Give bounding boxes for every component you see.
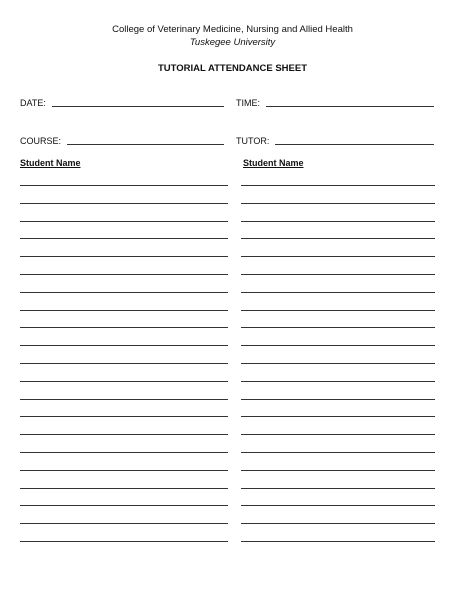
student-name-row-line[interactable]: [241, 452, 435, 453]
time-blank-line[interactable]: [266, 105, 434, 107]
student-name-row-line[interactable]: [241, 185, 435, 186]
student-name-row-line[interactable]: [20, 363, 228, 364]
student-name-row-line[interactable]: [20, 310, 228, 311]
tutor-blank-line[interactable]: [275, 143, 434, 145]
student-name-row-line[interactable]: [20, 327, 228, 328]
student-name-row-line[interactable]: [241, 327, 435, 328]
student-name-row-line[interactable]: [241, 505, 435, 506]
student-name-row-line[interactable]: [20, 381, 228, 382]
course-field[interactable]: [20, 136, 224, 147]
student-name-row-line[interactable]: [20, 399, 228, 400]
student-name-row-line[interactable]: [241, 470, 435, 471]
student-name-header-right: Student Name: [243, 158, 304, 168]
student-name-row-line[interactable]: [20, 541, 228, 542]
student-name-row-line[interactable]: [241, 292, 435, 293]
student-name-row-line[interactable]: [20, 434, 228, 435]
student-name-row-line[interactable]: [20, 274, 228, 275]
tutor-label: TUTOR:: [236, 136, 270, 146]
student-name-row-line[interactable]: [20, 345, 228, 346]
student-name-row-line[interactable]: [241, 363, 435, 364]
student-name-row-line[interactable]: [20, 505, 228, 506]
student-name-row-line[interactable]: [241, 203, 435, 204]
student-name-row-line[interactable]: [20, 292, 228, 293]
student-name-row-line[interactable]: [20, 185, 228, 186]
student-name-row-line[interactable]: [241, 416, 435, 417]
student-name-row-line[interactable]: [241, 434, 435, 435]
student-name-row-line[interactable]: [20, 416, 228, 417]
student-name-row-line[interactable]: [241, 488, 435, 489]
course-label: COURSE:: [20, 136, 62, 146]
student-name-row-line[interactable]: [20, 452, 228, 453]
student-name-row-line[interactable]: [241, 256, 435, 257]
student-name-row-line[interactable]: [241, 523, 435, 524]
student-name-row-line[interactable]: [241, 274, 435, 275]
student-name-row-line[interactable]: [241, 310, 435, 311]
time-field[interactable]: [236, 98, 434, 109]
date-blank-line[interactable]: [52, 105, 224, 107]
college-name: College of Veterinary Medicine, Nursing and Allied Health: [112, 24, 353, 35]
sheet-title: TUTORIAL ATTENDANCE SHEET: [157, 63, 307, 74]
student-name-row-line[interactable]: [20, 470, 228, 471]
time-label: TIME:: [236, 98, 260, 108]
student-name-row-line[interactable]: [20, 488, 228, 489]
student-name-row-line[interactable]: [20, 203, 228, 204]
student-name-row-line[interactable]: [241, 238, 435, 239]
student-name-row-line[interactable]: [20, 221, 228, 222]
tutor-field[interactable]: [236, 136, 434, 147]
student-name-row-line[interactable]: [241, 381, 435, 382]
date-field[interactable]: [20, 98, 224, 109]
student-name-row-line[interactable]: [241, 541, 435, 542]
student-name-header-left: Student Name: [20, 158, 81, 168]
student-name-row-line[interactable]: [20, 238, 228, 239]
university-name: Tuskegee University: [189, 37, 276, 48]
course-blank-line[interactable]: [67, 143, 224, 145]
student-name-row-line[interactable]: [241, 221, 435, 222]
date-label: DATE:: [20, 98, 46, 108]
student-name-row-line[interactable]: [20, 523, 228, 524]
student-name-row-line[interactable]: [241, 399, 435, 400]
student-name-row-line[interactable]: [241, 345, 435, 346]
student-name-row-line[interactable]: [20, 256, 228, 257]
